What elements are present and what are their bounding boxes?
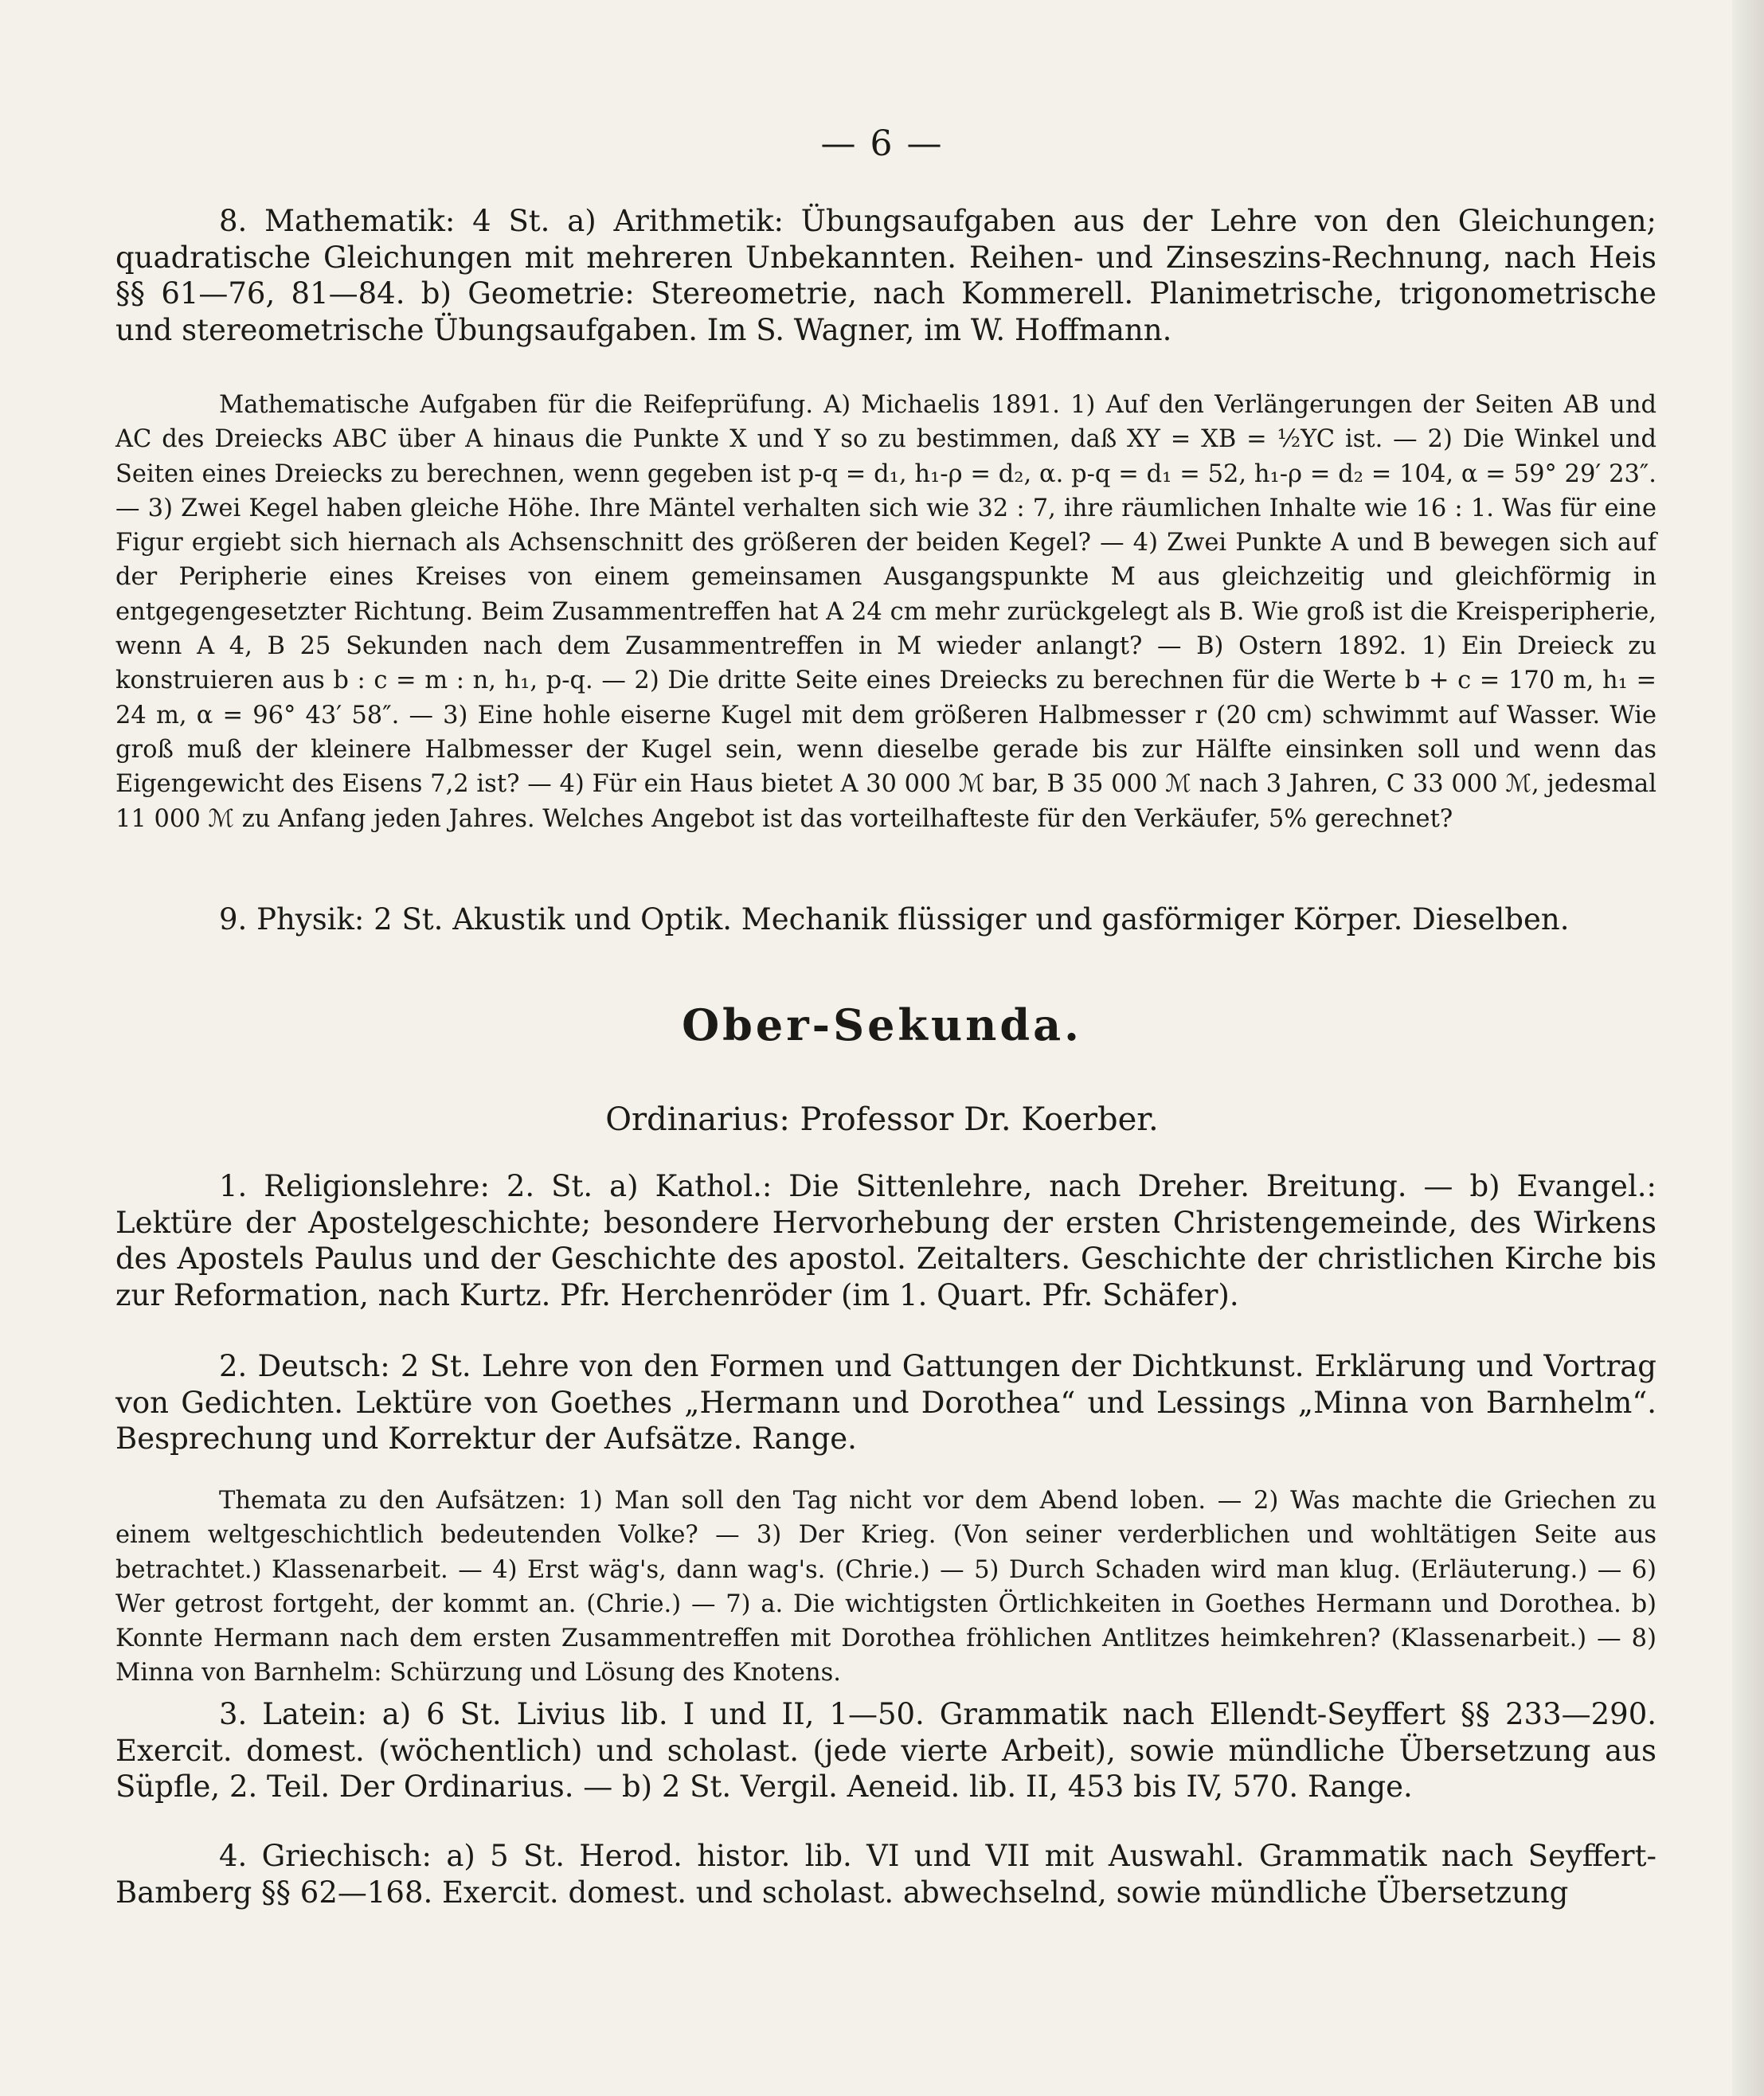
paragraph-griechisch: 4. Griechisch: a) 5 St. Herod. histor. lib. VI und VII mit Auswahl. Grammatik nach Seyffert-Bamberg §§ 62—168. Exercit. domest. und scholast. abwechselnd, sowie mündliche Übersetzung [115, 1839, 1656, 1910]
paragraph-physik: 9. Physik: 2 St. Akustik und Optik. Mechanik flüssiger und gasförmiger Körper. Dieselben. [219, 902, 1570, 937]
section-deutsch [115, 1348, 1656, 1457]
paragraph-mathematik: 8. Mathematik: 4 St. a) Arithmetik: Übungsaufgaben aus der Lehre von den Gleichungen; quadratische Gleichungen mit mehreren Unbekannten. Reihen- und Zinseszins-Rechnung, nach Heis §§ 61—76, 81—84. b) Geometrie: Stereometrie, nach Kommerell. Planimetrische, trigonometrische und stereometrische Übungsaufgaben. Im S. Wagner, im W. Hoffmann. [115, 204, 1656, 348]
section-mathematik [115, 203, 1656, 349]
class-heading: Ober-Sekunda. [682, 999, 1082, 1050]
section-griechisch [115, 1838, 1656, 1910]
paragraph-latein: 3. Latein: a) 6 St. Livius lib. I und II, 1—50. Grammatik nach Ellendt-Seyffert §§ 233—290. Exercit. domest. (wöchentlich) und scholast. (jede vierte Arbeit), sowie mündliche Übersetzung aus Süpfle, 2. Teil. Der Ordinarius. — b) 2 St. Vergil. Aeneid. lib. II, 453 bis IV, 570. Range. [115, 1697, 1656, 1805]
section-themata [115, 1484, 1656, 1691]
paragraph-deutsch: 2. Deutsch: 2 St. Lehre von den Formen und Gattungen der Dichtkunst. Erklärung und Vortrag von Gedichten. Lektüre von Goethes „Hermann und Dorothea“ und Lessings „Minna von Barnhelm“. Besprechung und Korrektur der Aufsätze. Range. [115, 1349, 1656, 1457]
section-physik [115, 901, 1656, 938]
paragraph-themata: Themata zu den Aufsätzen: 1) Man soll den Tag nicht vor dem Abend loben. — 2) Was machte die Griechen zu einem weltgeschichtlich bedeutenden Volke? — 3) Der Krieg. (Von seiner verderblichen und wohltätigen Seite aus betrachtet.) Klassenarbeit. — 4) Erst wäg's, dann wag's. (Chrie.) — 5) Durch Schaden wird man klug. (Erläuterung.) — 6) Wer getrost fortgeht, der kommt an. (Chrie.) — 7) a. Die wichtigsten Örtlichkeiten in Goethes Hermann und Dorothea. b) Konnte Hermann nach dem ersten Zusammentreffen mit Dorothea fröhlichen Antlitzes heimkehren? (Klassenarbeit.) — 8) Minna von Barnhelm: Schürzung und Lösung des Knotens. [115, 1487, 1656, 1687]
section-religion [115, 1168, 1656, 1314]
paragraph-reifepruefung: Mathematische Aufgaben für die Reifeprüfung. A) Michaelis 1891. 1) Auf den Verlängerungen der Seiten AB und AC des Dreiecks ABC über A hinaus die Punkte X und Y so zu bestimmen, daß XY = XB = ½YC ist. — 2) Die Winkel und Seiten eines Dreiecks zu berechnen, wenn gegeben ist p-q = d₁, h₁-ρ = d₂, α. p-q = d₁ = 52, h₁-ρ = d₂ = 104, α = 59° 29′ 23″. — 3) Zwei Kegel haben gleiche Höhe. Ihre Mäntel verhalten sich wie 32 : 7, ihre räumlichen Inhalte wie 16 : 1. Was für eine Figur ergiebt sich hiernach als Achsenschnitt des größeren der beiden Kegel? — 4) Zwei Punkte A und B bewegen sich auf der Peripherie eines Kreises von einem gemeinsamen Ausgangspunkte M aus gleichzeitig und gleichförmig in entgegengesetzter Richtung. Beim Zusammentreffen hat A 24 cm mehr zurückgelegt als B. Wie groß ist die Kreisperipherie, wenn A 4, B 25 Sekunden nach dem Zusammentreffen in M wieder anlangt? — B) Ostern 1892. 1) Ein Dreieck zu konstruieren aus b : c = m : n, h₁, p-q. — 2) Die dritte Seite eines Dreiecks zu berechnen für die Werte b + c = 170 m, h₁ = 24 m, α = 96° 43′ 58″. — 3) Eine hohle eiserne Kugel mit dem größeren Halbmesser r (20 cm) schwimmt auf Wasser. Wie groß muß der kleinere Halbmesser der Kugel sein, wenn dieselbe gerade bis zur Hälfte einsinken soll und wenn das Eigengewicht des Eisens 7,2 ist? — 4) Für ein Haus bietet A 30 000 ℳ bar, B 35 000 ℳ nach 3 Jahren, C 33 000 ℳ, jedesmal 11 000 ℳ zu Anfang jeden Jahres. Welches Angebot ist das vorteilhafteste für den Verkäufer, 5% gerechnet? [115, 391, 1656, 833]
section-reifepruefung [115, 388, 1656, 836]
paragraph-religion: 1. Religionslehre: 2. St. a) Kathol.: Die Sittenlehre, nach Dreher. Breitung. — b) Evangel.: Lektüre der Apostelgeschichte; besondere Hervorhebung der ersten Christengemeinde, des Wirkens des Apostels Paulus und der Geschichte des apostol. Zeitalters. Geschichte der christlichen Kirche bis zur Reformation, nach Kurtz. Pfr. Herchenröder (im 1. Quart. Pfr. Schäfer). [115, 1169, 1656, 1313]
ordinarius-line: Ordinarius: Professor Dr. Koerber. [605, 1101, 1159, 1138]
page-number: — 6 — [820, 123, 944, 164]
section-latein [115, 1696, 1656, 1805]
